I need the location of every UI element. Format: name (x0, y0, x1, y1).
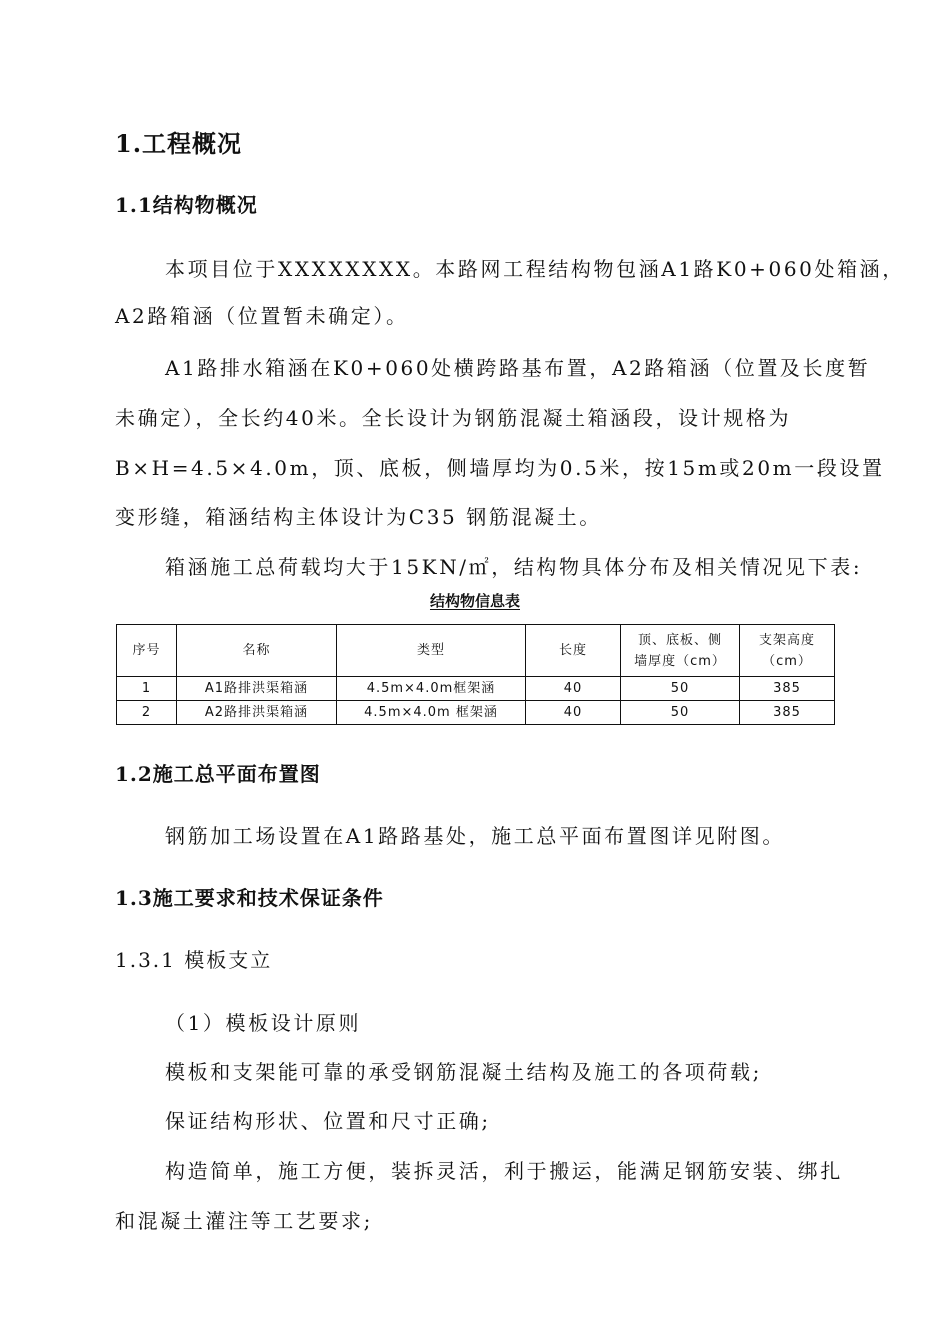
paragraph-2-line-2: 未确定），全长约40米。全长设计为钢筋混凝土箱涵段，设计规格为 (115, 406, 792, 430)
cell-seq: 1 (117, 677, 177, 701)
item-3-line-1: 构造简单，施工方便，装拆灵活，利于搬运，能满足钢筋安装、绑扎 (165, 1159, 843, 1183)
cell-length: 40 (526, 701, 621, 725)
section-1-heading: 1.工程概况 (115, 129, 243, 158)
header-height-line-1: 支架高度 (758, 632, 815, 648)
table-caption: 结构物信息表 (429, 592, 520, 610)
table-header-row (117, 625, 835, 677)
item-2: 保证结构形状、位置和尺寸正确; (165, 1109, 491, 1133)
cell-thickness: 50 (621, 701, 740, 725)
item-3-line-2: 和混凝土灌注等工艺要求; (115, 1209, 373, 1233)
cell-seq: 2 (117, 701, 177, 725)
header-height-line-2: （cm） (762, 653, 812, 669)
item-1: 模板和支架能可靠的承受钢筋混凝土结构及施工的各项荷载; (165, 1060, 762, 1084)
table-row (117, 677, 835, 701)
header-height (740, 625, 835, 677)
cell-thickness: 50 (621, 677, 740, 701)
paragraph-1-line-2: A2路箱涵（位置暂未确定）。 (115, 304, 409, 328)
paragraph-2-line-1: A1路排水箱涵在K0+060处横跨路基布置，A2路箱涵（位置及长度暂 (165, 356, 871, 380)
cell-length: 40 (526, 677, 621, 701)
section-1-2-heading: 1.2施工总平面布置图 (115, 762, 321, 786)
header-thickness-line-2: 墙厚度（cm） (634, 653, 726, 669)
cell-name: A2路排洪渠箱涵 (177, 701, 337, 725)
cell-type: 4.5m×4.0m 框架涵 (337, 701, 526, 725)
cell-height: 385 (740, 701, 835, 725)
header-seq: 序号 (117, 625, 177, 677)
cell-type: 4.5m×4.0m框架涵 (337, 677, 526, 701)
cell-name: A1路排洪渠箱涵 (177, 677, 337, 701)
section-1-1-heading: 1.1结构物概况 (115, 193, 258, 217)
paragraph-2-line-4: 变形缝，箱涵结构主体设计为C35 钢筋混凝土。 (115, 505, 602, 529)
paragraph-2-line-3: B×H=4.5×4.0m，顶、底板，侧墙厚均为0.5米，按15m或20m一段设置 (115, 456, 885, 480)
table-row (117, 701, 835, 725)
header-thickness (621, 625, 740, 677)
cell-height: 385 (740, 677, 835, 701)
header-type: 类型 (337, 625, 526, 677)
header-name: 名称 (177, 625, 337, 677)
paragraph-1-line-1: 本项目位于XXXXXXXX。本路网工程结构物包涵A1路K0+060处箱涵， (165, 257, 905, 281)
section-1-3-heading: 1.3施工要求和技术保证条件 (115, 886, 384, 910)
header-length: 长度 (526, 625, 621, 677)
section-1-2-paragraph: 钢筋加工场设置在A1路路基处，施工总平面布置图详见附图。 (165, 824, 785, 848)
item-title: （1）模板设计原则 (165, 1011, 362, 1035)
header-thickness-line-1: 顶、底板、侧 (637, 632, 722, 648)
section-1-3-1-heading: 1.3.1 模板支立 (115, 948, 273, 972)
structure-info-table (116, 624, 835, 725)
paragraph-3-line-1: 箱涵施工总荷载均大于15KN/㎡，结构物具体分布及相关情况见下表: (165, 555, 863, 579)
